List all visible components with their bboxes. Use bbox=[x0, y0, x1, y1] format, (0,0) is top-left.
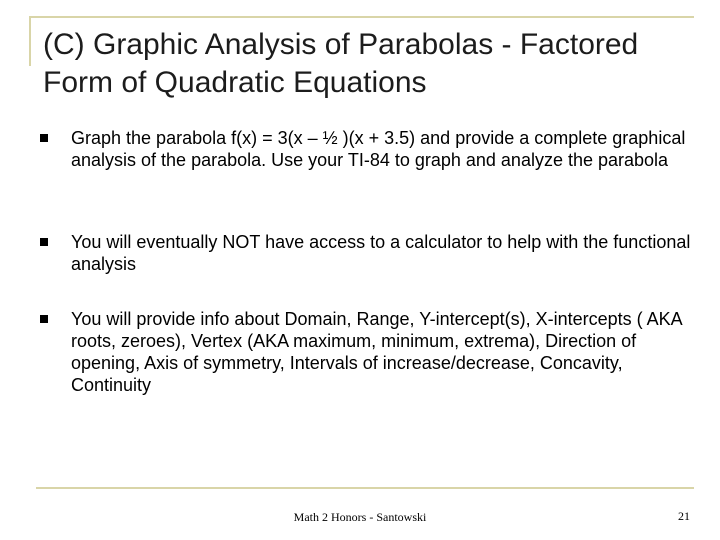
title-left-rule bbox=[29, 16, 31, 66]
bullet-text: You will provide info about Domain, Range, Y-intercept(s), X-intercepts ( AKA roots, zeroes), Vertex (AKA maximum, minimum, extrema), Direction of opening, Axis of symmetry, Intervals of increase/decrease, Concavity, Continuity bbox=[71, 309, 682, 395]
bullet-text: You will eventually NOT have access to a calculator to help with the functional analysis bbox=[71, 232, 691, 274]
slide-title: (C) Graphic Analysis of Parabolas - Factored Form of Quadratic Equations bbox=[43, 28, 639, 99]
page-number: 21 bbox=[678, 509, 690, 523]
bullet-text: Graph the parabola f(x) = 3(x – ½ )(x + 3.5) and provide a complete graphical analysis of the parabola. Use your TI-84 to graph and analyze the parabola bbox=[71, 128, 686, 170]
square-bullet-icon bbox=[40, 238, 48, 246]
footer-rule bbox=[36, 487, 694, 489]
square-bullet-icon bbox=[40, 134, 48, 142]
footer-text: Math 2 Honors - Santowski bbox=[293, 510, 427, 524]
title-top-rule bbox=[29, 16, 694, 18]
square-bullet-icon bbox=[40, 315, 48, 323]
